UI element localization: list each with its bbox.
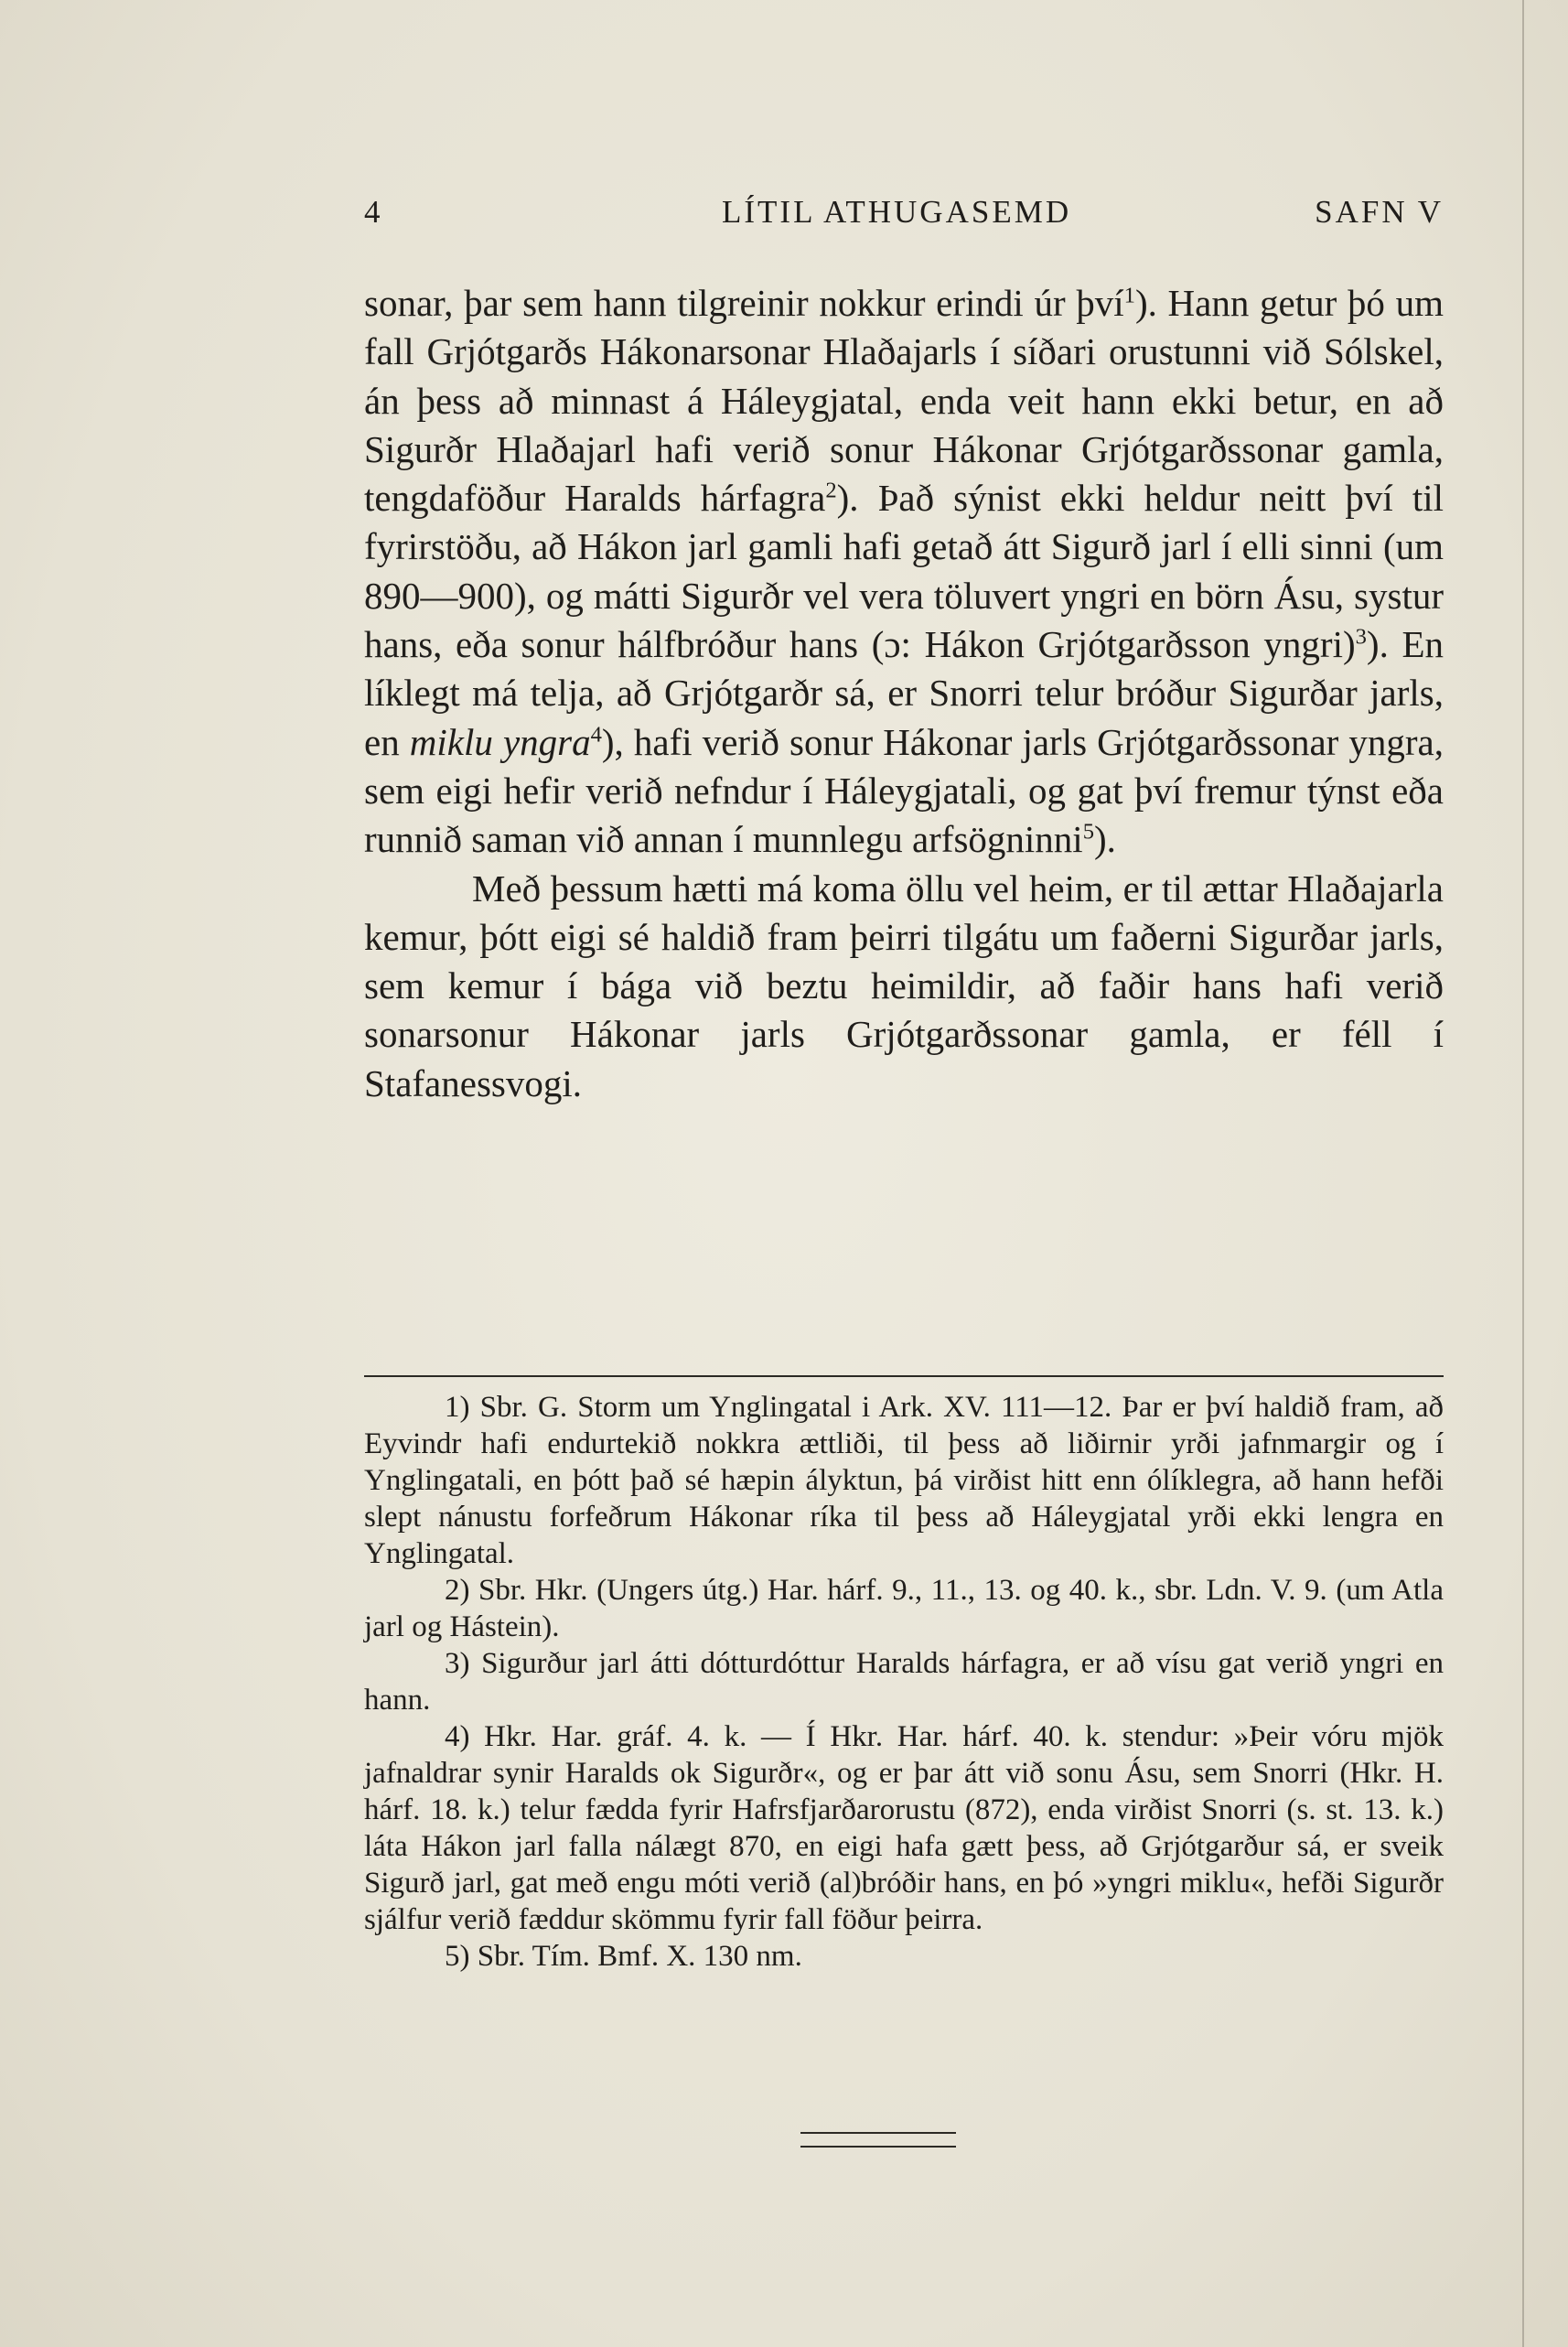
paragraph-2: Með þessum hætti má koma öllu vel heim, er til ættar Hlaðajarla kemur, þótt eigi sé haldið fram þeirri tilgátu um faðerni Sigurðar jarls, sem kemur í bága við beztu heimildir, að faðir hans hafi verið sonarsonur Hákonar jarls Grjótgarðssonar gamla, er féll í Stafanessvogi. bbox=[364, 867, 1444, 1104]
page-number: 4 bbox=[364, 194, 382, 230]
paragraph-1 bbox=[364, 279, 1444, 865]
text-run: sonar, þar sem hann tilgreinir nokkur erindi úr því bbox=[364, 282, 1124, 324]
footnote-4: 4) Hkr. Har. gráf. 4. k. — Í Hkr. Har. hárf. 40. k. stendur: »Þeir vóru mjök jafnaldrar synir Haralds ok Sigurðr«, og er þar átt við sonu Ásu, sem Snorri (Hkr. H. hárf. 18. k.) telur fædda fyrir Hafrsfjarðarorustu (872), enda virðist Snorri (s. st. 13. k.) láta Hákon jarl falla nálægt 870, en eigi hafa gætt þess, að Grjótgarður sá, er sveik Sigurð jarl, gat með engu móti verið (al)bróðir hans, en þó »yngri miklu«, hefði Sigurðr sjálfur verið fæddur skömmu fyrir fall föður þeirra. bbox=[364, 1720, 1444, 1936]
footnote-ref-3: 3 bbox=[1355, 624, 1367, 650]
footnote-ref-5: 5 bbox=[1082, 819, 1094, 845]
section-label: SAFN V bbox=[1315, 194, 1444, 230]
running-header bbox=[364, 194, 1444, 240]
footnote-ref-4: 4 bbox=[590, 722, 602, 748]
page-edge-shadow bbox=[1522, 0, 1524, 2347]
text-run: ). En líklegt má telja, að Grjótgarðr sá, er Snorri telur bróður Sigurðar jarls, en bbox=[364, 623, 1444, 763]
end-rule-top bbox=[800, 2132, 956, 2134]
end-rule-bottom bbox=[800, 2146, 956, 2148]
footnote-5: 5) Sbr. Tím. Bmf. X. 130 nm. bbox=[445, 1940, 802, 1973]
footnote-separator bbox=[364, 1375, 1444, 1377]
italic-phrase: miklu yngra bbox=[409, 720, 591, 763]
text-run: ). bbox=[1093, 818, 1116, 861]
footnotes bbox=[364, 1389, 1444, 1975]
text-run: ), hafi verið sonur Hákonar jarls Grjótgarðssonar yngra, sem eigi hefir verið nefndur í Háleygjatali, og gat því fremur týnst eða runnið saman við annan í munnlegu arfsögninni bbox=[364, 720, 1444, 861]
footnote-3: 3) Sigurður jarl átti dótturdóttur Haralds hárfagra, er að vísu gat verið yngri en hann. bbox=[364, 1647, 1444, 1717]
text-run: ). Það sýnist ekki heldur neitt því til fyrirstöðu, að Hákon jarl gamli hafi getað átt Sigurð jarl í elli sinni (um 890—900), og mátti Sigurðr vel vera töluvert yngri en börn Ásu, systur hans, eða sonur hálfbróður hans (ɔ: Hákon Grjótgarðsson yngri) bbox=[364, 477, 1444, 666]
text-run: ). Hann getur þó um fall Grjótgarðs Hákonarsonar Hlaðajarls í síðari orustunni við Sólskel, án þess að minnast á Háleygjatal, enda veit hann ekki betur, en að Sigurðr Hlaðajarl hafi verið sonur Hákonar Grjótgarðssonar gamla, tengdaföður Haralds hárfagra bbox=[364, 282, 1444, 520]
footnote-2: 2) Sbr. Hkr. (Ungers útg.) Har. hárf. 9., 11., 13. og 40. k., sbr. Ldn. V. 9. (um Atla jarl og Hástein). bbox=[364, 1574, 1444, 1643]
footnote-1: 1) Sbr. G. Storm um Ynglingatal i Ark. XV. 111—12. Þar er því haldið fram, að Eyvindr hafi endurtekið nokkra ættliði, til þess að liðirnir yrði jafnmargir og í Ynglingatali, en þótt það sé hæpin ályktun, þá virðist hitt enn ólíklegra, að hann hefði slept nánustu forfeðrum Hákonar ríka til þess að Háleygjatal yrði ekki lengra en Ynglingatal. bbox=[364, 1391, 1444, 1570]
footnote-ref-2: 2 bbox=[825, 478, 837, 503]
running-title: LÍTIL ATHUGASEMD bbox=[722, 194, 1072, 230]
footnote-ref-1: 1 bbox=[1123, 283, 1135, 308]
main-text bbox=[364, 279, 1444, 1108]
